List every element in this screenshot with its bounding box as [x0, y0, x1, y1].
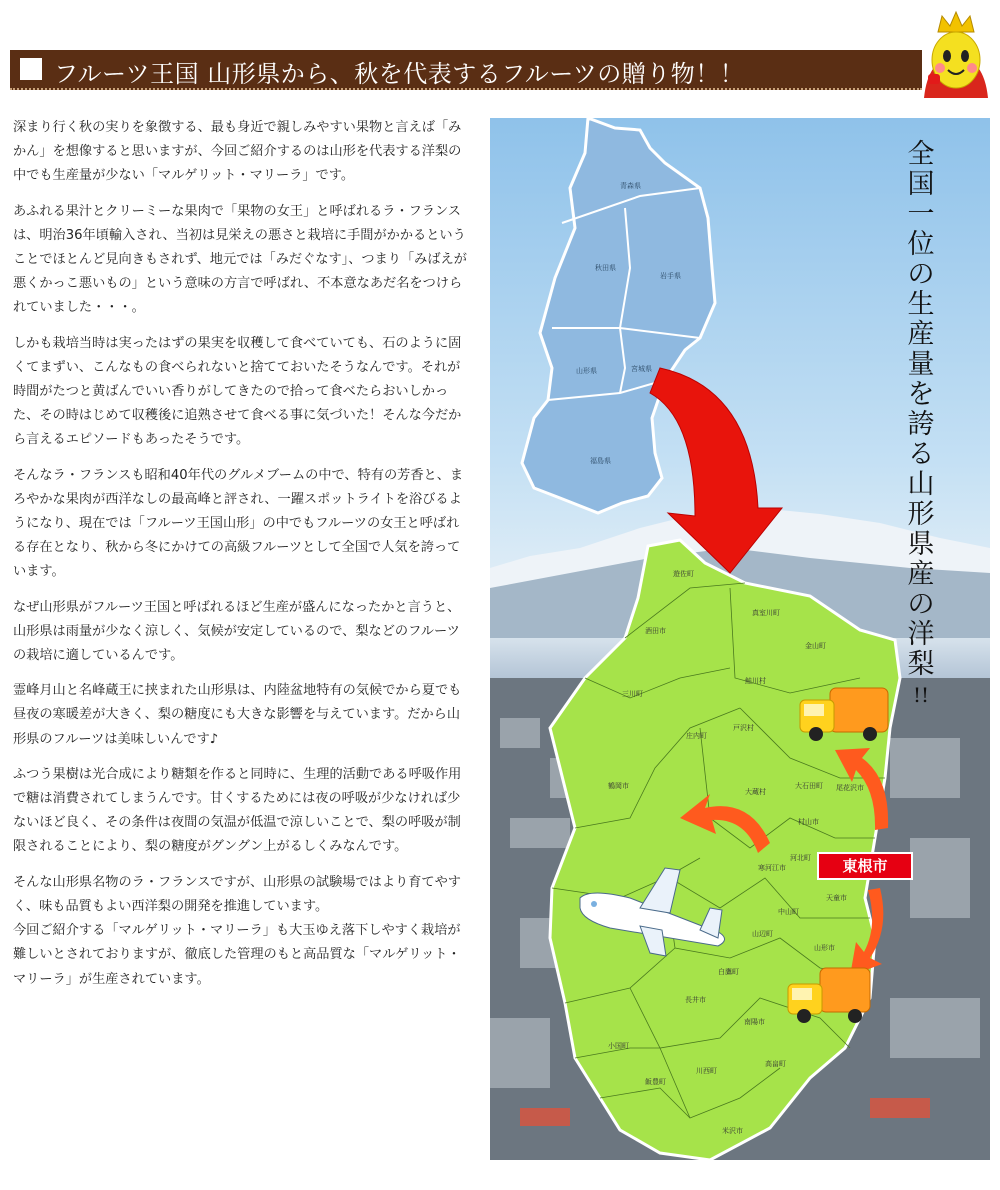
- paragraph: 今回ご紹介する「マルゲリット・マリーラ」も大玉ゆえ落下しやすく栽培が難しいとされておりますが、徹底した管理のもと高品質な「マルゲリット・マリーラ」が生産されています。: [13, 923, 461, 987]
- svg-text:金山町: 金山町: [805, 642, 826, 650]
- svg-text:福島県: 福島県: [590, 457, 611, 465]
- svg-text:遊佐町: 遊佐町: [673, 570, 694, 578]
- svg-text:宮城県: 宮城県: [631, 365, 652, 373]
- higashine-city-badge: 東根市: [817, 852, 913, 880]
- paragraph: 霊峰月山と名峰蔵王に挟まれた山形県は、内陸盆地特有の気候でから夏でも昼夜の寒暖差が大きく、梨の糖度にも大きな影響を与えています。だから山形県のフルーツは美味しいんです♪: [13, 683, 462, 747]
- svg-text:米沢市: 米沢市: [722, 1127, 743, 1135]
- paragraph: そんな山形県名物のラ・フランスですが、山形県の試験場ではより育てやすく、味も品質もよい西洋梨の開発を推進しています。: [13, 874, 461, 914]
- svg-text:鮭川村: 鮭川村: [745, 677, 766, 685]
- svg-text:庄内町: 庄内町: [686, 732, 707, 740]
- svg-text:大蔵村: 大蔵村: [745, 788, 766, 796]
- svg-text:河北町: 河北町: [790, 854, 811, 862]
- paragraph: しかも栽培当時は実ったはずの果実を収穫して食べていても、石のように固くてまずい、こんなもの食べられないと捨てておいたそうなんです。それが時間がたつと黄ばんでいい香りがしてきたので拾って食べたらおいしかった、その時はじめて収穫後に追熟させて食べる事に気づいた！そんな今だから言えるエピソードもあったそうです。: [13, 335, 462, 448]
- paragraph: そんなラ・フランスも昭和40年代のグルメブームの中で、特有の芳香と、まろやかな果肉が西洋なしの最高峰と評され、一躍スポットライトを浴びるようになり、現在では「フルーツ王国山形」の中でもフルーツの女王と呼ばれる存在となり、秋から冬にかけての高級フルーツとして全国で人気を誇っています。: [13, 467, 464, 580]
- svg-text:南陽市: 南陽市: [744, 1018, 765, 1026]
- svg-text:戸沢村: 戸沢村: [733, 724, 754, 732]
- svg-text:鶴岡市: 鶴岡市: [608, 782, 629, 790]
- paragraph: なぜ山形県がフルーツ王国と呼ばれるほど生産が盛んになったかと言うと、山形県は雨量が少なく涼しく、気候が安定しているので、梨などのフルーツの栽培に適しているんです。: [13, 599, 461, 664]
- pear-king-mascot-icon: [918, 8, 994, 104]
- paragraph: あふれる果汁とクリーミーな果肉で「果物の女王」と呼ばれるラ・フランスは、明治36年頃輸入され、当初は見栄えの悪さと栽培に手間がかかるということでほとんど見向きもされず、地元では「みだぐなす」、つまり「みばえが悪くかっこ悪いもの」という意味の方言で呼ばれ、不本意なあだ名をつけられていました・・・。: [13, 203, 467, 316]
- svg-text:川西町: 川西町: [696, 1067, 717, 1075]
- svg-text:真室川町: 真室川町: [752, 609, 780, 617]
- svg-text:山形市: 山形市: [814, 944, 835, 952]
- paragraph: 深まり行く秋の実りを象徴する、最も身近で親しみやすい果物と言えば「みかん」を想像すると思いますが、今回ご紹介するのは山形を代表する洋梨の中でも生産量が少ない「マルゲリット・マリーラ」です。: [13, 120, 462, 184]
- svg-text:岩手県: 岩手県: [660, 272, 681, 280]
- svg-text:村山市: 村山市: [798, 818, 819, 826]
- svg-text:中山町: 中山町: [778, 908, 799, 916]
- svg-text:大石田町: 大石田町: [795, 782, 823, 790]
- svg-text:三川町: 三川町: [622, 690, 643, 698]
- paragraph: ふつう果樹は光合成により糖類を作ると同時に、生理的活動である呼吸作用で糖は消費されてしまうんです。甘くするためには夜の呼吸が少なければ少ないほど良く、その条件は夜間の気温が低温で涼しいことで、梨の呼吸が制限されることにより、梨の糖度がグングン上がるしくみなんです。: [13, 766, 462, 855]
- section-header: [10, 50, 922, 90]
- svg-text:酒田市: 酒田市: [645, 627, 666, 635]
- svg-text:青森県: 青森県: [620, 182, 641, 190]
- svg-text:山形県: 山形県: [576, 367, 597, 375]
- svg-text:小国町: 小国町: [608, 1042, 629, 1050]
- article-body: [13, 116, 468, 1003]
- svg-text:長井市: 長井市: [685, 996, 706, 1004]
- svg-text:飯豊町: 飯豊町: [645, 1078, 666, 1086]
- svg-text:天童市: 天童市: [826, 894, 847, 902]
- svg-text:寒河江市: 寒河江市: [758, 864, 786, 872]
- svg-text:秋田県: 秋田県: [595, 264, 616, 272]
- tohoku-region-map: [522, 118, 715, 513]
- vertical-catchphrase: 全 国 一 位 の 生 産 量 を 誇 る 山 形 県 産 の 洋 梨 !!: [907, 139, 935, 707]
- header-title: フルーツ王国 山形県から、秋を代表するフルーツの贈り物！！: [54, 60, 745, 88]
- svg-text:尾花沢市: 尾花沢市: [836, 784, 864, 792]
- svg-text:山辺町: 山辺町: [752, 930, 773, 938]
- square-bullet-icon: [20, 58, 42, 80]
- svg-text:高畠町: 高畠町: [765, 1060, 786, 1068]
- svg-text:白鷹町: 白鷹町: [718, 968, 739, 976]
